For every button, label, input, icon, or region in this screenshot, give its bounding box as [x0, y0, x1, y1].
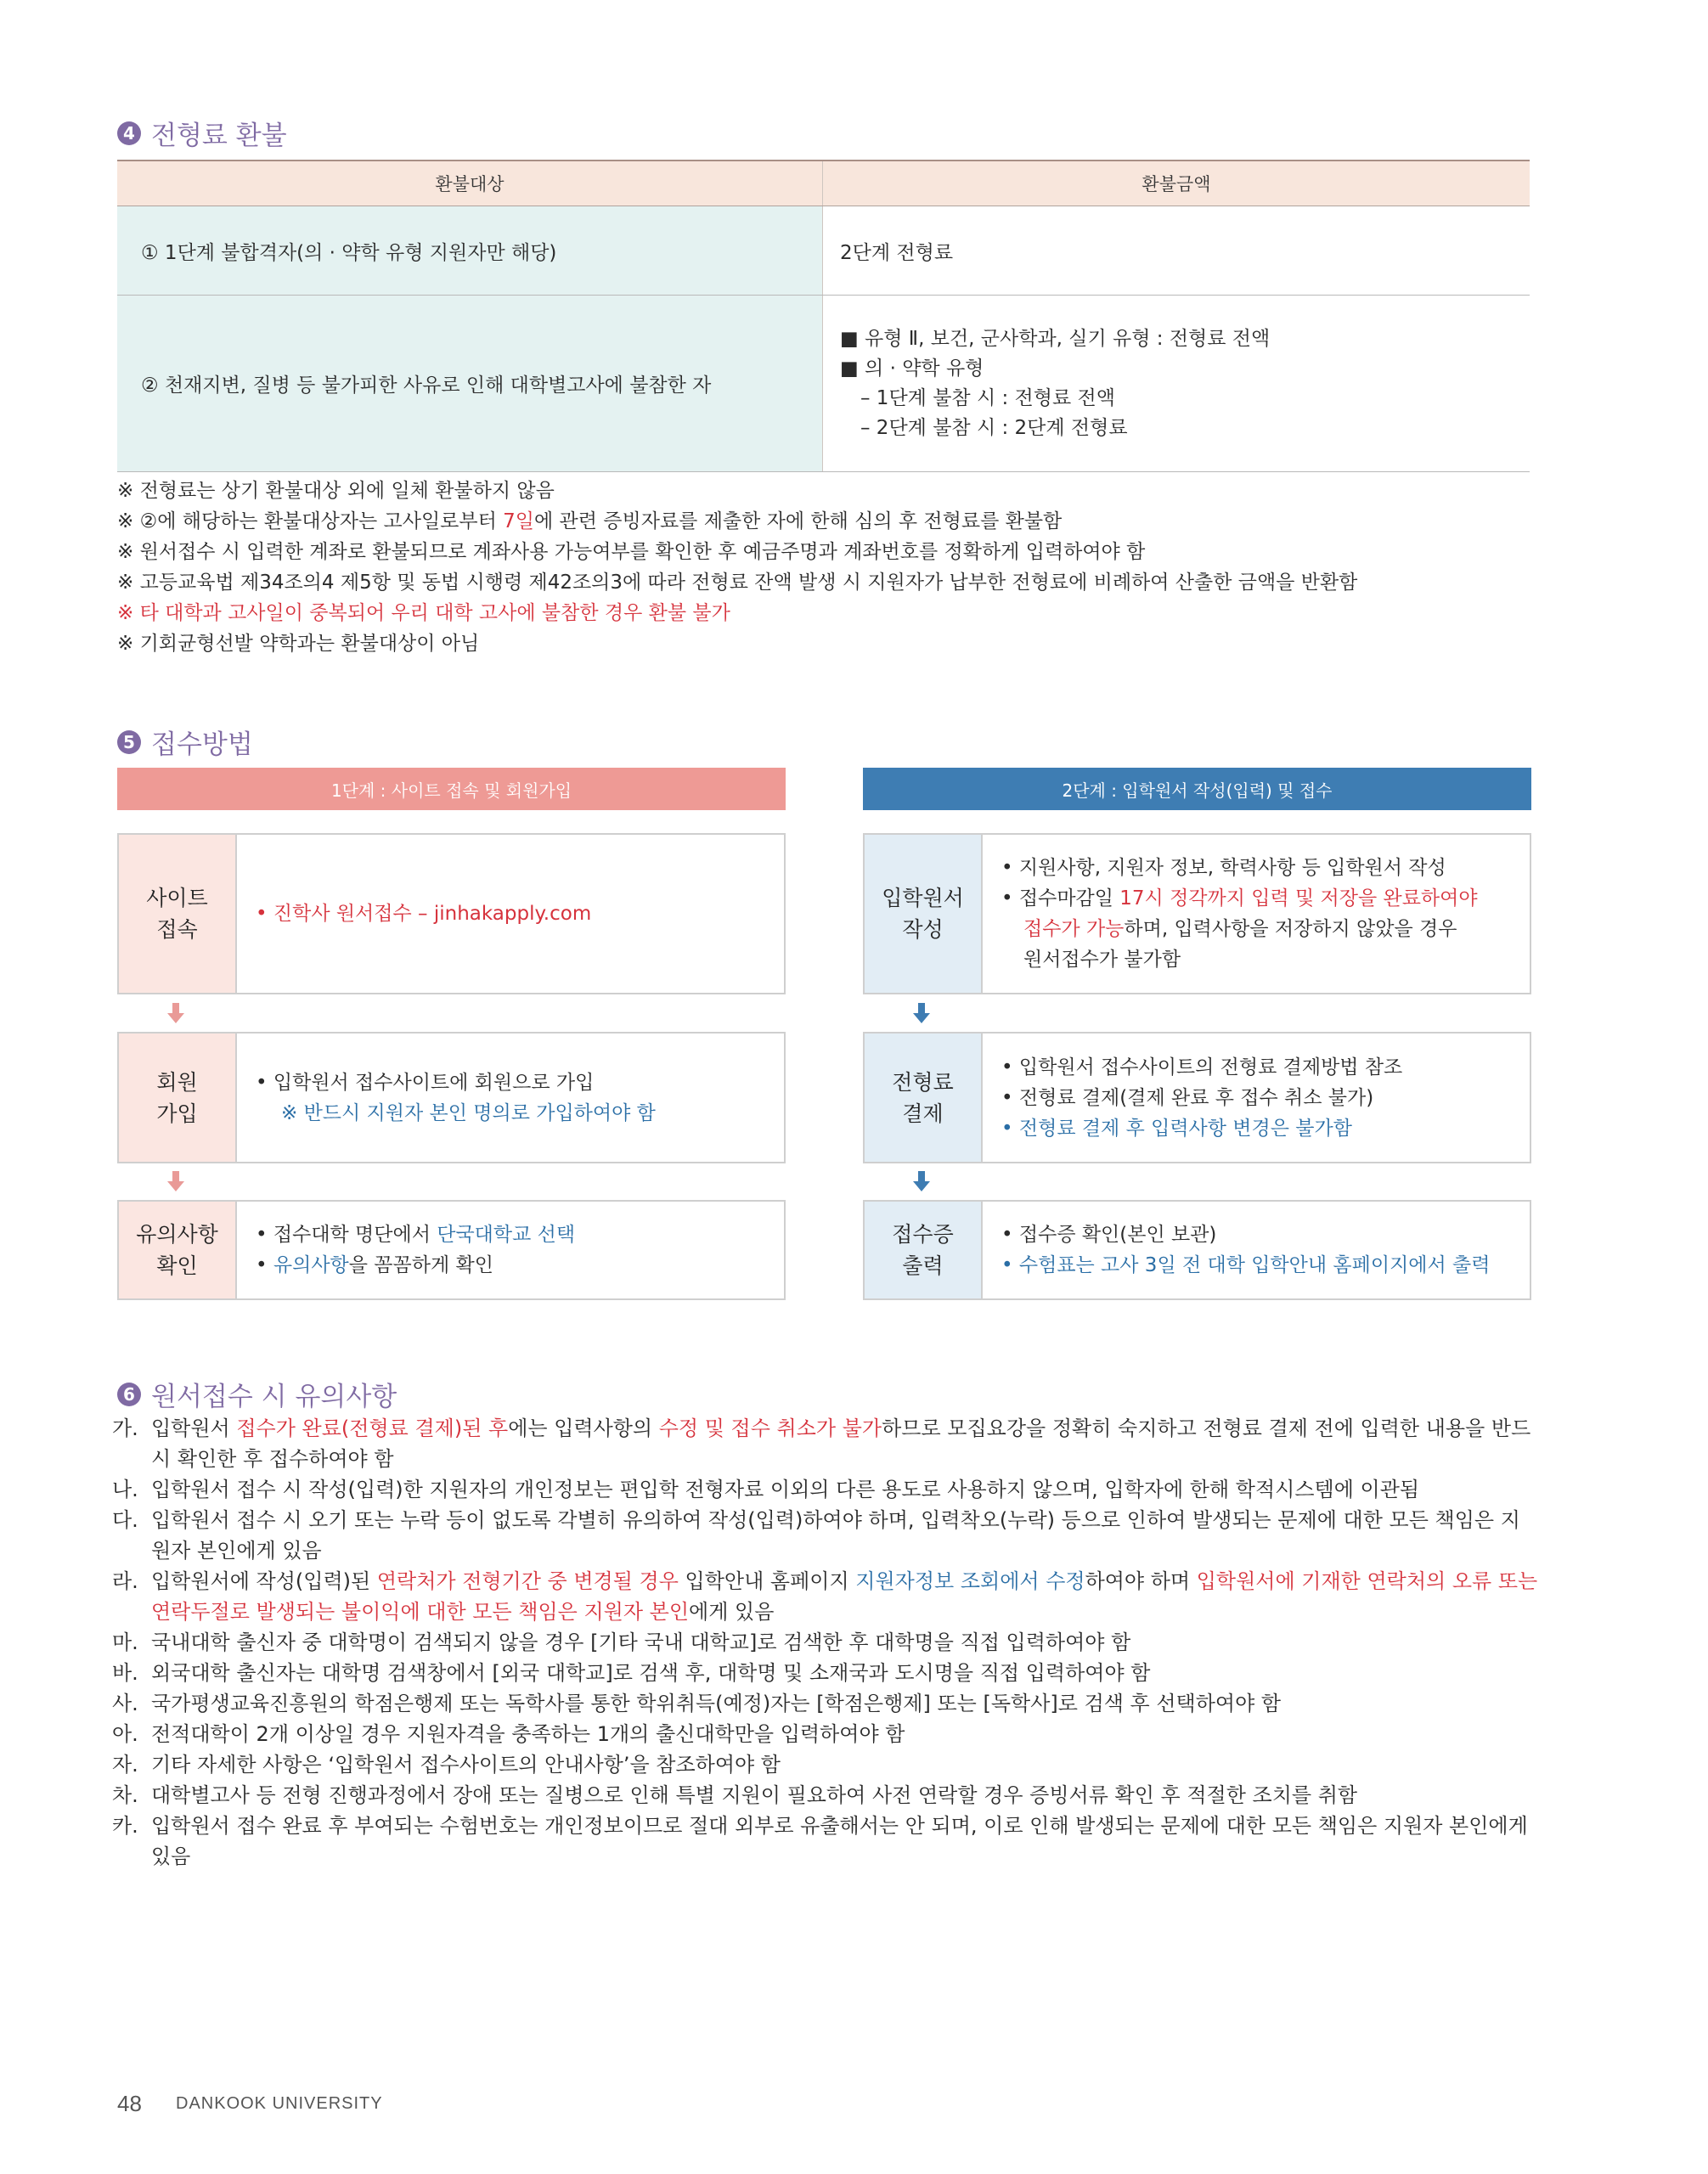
step-label-line: 출력: [902, 1253, 944, 1278]
caution-item: [112, 1719, 1539, 1749]
down-arrow-icon: [913, 1003, 930, 1023]
caution-marker: 아.: [112, 1722, 138, 1746]
refund-note: [117, 506, 1357, 537]
refund-amount-cell: [823, 296, 1530, 472]
step-text: • 접수마감일: [1001, 887, 1120, 910]
note-highlight: 7일: [503, 510, 535, 532]
refund-target-cell: ② 천재지변, 질병 등 불가피한 사유로 인해 대학별고사에 불참한 자: [117, 296, 823, 472]
caution-highlight: 입학원서에 기재한 연락처의 오류 또는 연락두절로 발생되는 불이익에 대한 모든 책임은 지원자 본인: [151, 1569, 1538, 1624]
caution-item: [112, 1413, 1539, 1474]
caution-list: [112, 1413, 1539, 1872]
refund-table-header-amount: 환불금액: [823, 161, 1530, 206]
step-label-line: 결제: [902, 1101, 944, 1126]
caution-span: 하여야 하며: [1085, 1569, 1197, 1593]
step-line: • 입학원서 접수사이트의 전형료 결제방법 참조: [1001, 1056, 1403, 1079]
step-content: [983, 835, 1530, 993]
step-label-line: 유의사항: [136, 1222, 218, 1247]
note-text: 에 관련 증빙자료를 제출한 자에 한해 심의 후 전형료를 환불함: [534, 510, 1063, 532]
caution-marker: 자.: [112, 1753, 138, 1777]
caution-text: 국가평생교육진흥원의 학점은행제 또는 독학사를 통한 학위취득(예정)자는 [학점은행제] 또는 [독학사]로 검색 후 선택하여야 함: [151, 1692, 1282, 1715]
step-line: 원서접수가 불가함: [1023, 949, 1181, 971]
caution-text: 입학원서 접수 완료 후 부여되는 수험번호는 개인정보이므로 절대 외부로 유출해서는 안 되며, 이로 인해 발생되는 문제에 대한 모든 책임은 지원자 본인에게 있음: [151, 1814, 1528, 1868]
caution-marker: 사.: [112, 1692, 138, 1715]
step-label-line: 사이트: [146, 886, 208, 910]
step-content: [237, 1033, 784, 1162]
step-label: [865, 1202, 983, 1298]
refund-table-row: [117, 296, 1530, 472]
refund-note: ※ 전형료는 상기 환불대상 외에 일체 환불하지 않음: [117, 480, 555, 502]
step-highlight: 유의사항: [273, 1254, 349, 1276]
step-content: [237, 1202, 784, 1298]
step-label-line: 회원: [156, 1069, 198, 1095]
step-fee-payment: [863, 1032, 1531, 1163]
section5-number-badge: 5: [117, 730, 141, 754]
down-arrow-icon: [913, 1171, 930, 1191]
step-line: • 입학원서 접수사이트에 회원으로 가입: [256, 1071, 595, 1094]
step-line: [256, 1219, 784, 1250]
step-line: [1001, 914, 1530, 944]
section6-title: [117, 1375, 397, 1413]
step-highlight: 단국대학교 선택: [437, 1224, 576, 1246]
refund-table: [117, 160, 1530, 472]
section4-number-badge: 4: [117, 121, 141, 145]
stage1-header: 1단계 : 사이트 접속 및 회원가입: [117, 768, 786, 810]
step-line: • 지원사항, 지원자 정보, 학력사항 등 입학원서 작성: [1001, 857, 1446, 879]
step-label: [865, 835, 983, 993]
caution-marker: 라.: [112, 1569, 138, 1593]
step-content: [983, 1033, 1530, 1162]
refund-amount-cell: 2단계 전형료: [823, 206, 1530, 296]
caution-item: [112, 1749, 1539, 1780]
step-check-notice: [117, 1200, 786, 1300]
caution-item: [112, 1474, 1539, 1505]
step-label: [865, 1033, 983, 1162]
caution-text: 국내대학 출신자 중 대학명이 검색되지 않을 경우 [기타 국내 대학교]로 검색한 후 대학명을 직접 입력하여야 함: [151, 1630, 1131, 1654]
step-label-line: 입학원서: [882, 886, 964, 910]
down-arrow-icon: [167, 1003, 184, 1023]
down-arrow-icon: [167, 1171, 184, 1191]
caution-marker: 가.: [112, 1416, 138, 1440]
caution-text: 입학원서 접수 시 오기 또는 누락 등이 없도록 각별히 유의하여 작성(입력)하여야 하며, 입력착오(누락) 등으로 인하여 발생되는 문제에 대한 모든 책임은 지원자 본인에게 있음: [151, 1508, 1520, 1563]
caution-item: [112, 1811, 1539, 1872]
step-member-join: [117, 1032, 786, 1163]
caution-span: 입학안내 홈페이지: [678, 1569, 856, 1593]
refund-note: ※ 원서접수 시 입력한 계좌로 환불되므로 계좌사용 가능여부를 확인한 후 예금주명과 계좌번호를 정확하게 입력하여야 함: [117, 541, 1146, 563]
refund-amount-line: ■ 유형 Ⅱ, 보건, 군사학과, 실기 유형 : 전형료 전액: [840, 327, 1271, 350]
step-highlight: 17시 정각까지 입력 및 저장을 완료하여야: [1119, 887, 1478, 910]
caution-marker: 다.: [112, 1508, 138, 1532]
caution-text: 전적대학이 2개 이상일 경우 지원자격을 충족하는 1개의 출신대학만을 입력하여야 함: [151, 1722, 905, 1746]
caution-text: [151, 1566, 1539, 1627]
step-line: ※ 반드시 지원자 본인 명의로 가입하여야 함: [281, 1101, 656, 1124]
step-content: [237, 835, 784, 993]
site-link-text[interactable]: • 진학사 원서접수 – jinhakapply.com: [256, 903, 592, 925]
step-site-access: [117, 833, 786, 994]
step-line: • 전형료 결제(결제 완료 후 접수 취소 불가): [1001, 1086, 1374, 1109]
section5-title: [117, 723, 253, 761]
caution-marker: 바.: [112, 1661, 138, 1685]
refund-amount-line: – 2단계 불참 시 : 2단계 전형료: [860, 416, 1128, 439]
caution-span: 입학원서에 작성(입력)된: [151, 1569, 377, 1593]
caution-marker: 마.: [112, 1630, 138, 1654]
caution-highlight: 연락처가 전형기간 중 변경될 경우: [376, 1569, 679, 1593]
caution-text: 기타 자세한 사항은 ‘입학원서 접수사이트의 안내사항’을 참조하여야 함: [151, 1753, 781, 1777]
refund-amount-line: – 1단계 불참 시 : 전형료 전액: [860, 386, 1115, 409]
caution-marker: 카.: [112, 1814, 138, 1838]
section5-title-text: 접수방법: [151, 729, 253, 760]
step-label-line: 확인: [156, 1253, 198, 1278]
caution-item: [112, 1780, 1539, 1811]
caution-span: 하므로 모집요강을 정확히 숙지하고 전형료 결제 전에 입력한 내용을 반드시 확인한 후 접수하여야 함: [151, 1416, 1531, 1471]
refund-note: ※ 타 대학과 고사일이 중복되어 우리 대학 고사에 불참한 경우 환불 불가: [117, 602, 730, 624]
caution-marker: 나.: [112, 1478, 138, 1501]
refund-table-row: [117, 206, 1530, 296]
section6-number-badge: 6: [117, 1383, 141, 1406]
caution-text: [151, 1413, 1539, 1474]
step-label-line: 접수증: [892, 1222, 954, 1247]
step-label-line: 가입: [156, 1101, 198, 1126]
caution-span: 에는 입력사항의: [508, 1416, 659, 1440]
step-text: • 접수대학 명단에서: [256, 1224, 437, 1246]
step-highlight: 접수가 가능: [1023, 918, 1125, 940]
refund-table-header-target: 환불대상: [117, 161, 823, 206]
section6-title-text: 원서접수 시 유의사항: [151, 1382, 397, 1412]
step-label-line: 접속: [156, 917, 198, 942]
caution-text: 입학원서 접수 시 작성(입력)한 지원자의 개인정보는 편입학 전형자료 이외의 다른 용도로 사용하지 않으며, 입학자에 한해 학적시스템에 이관됨: [151, 1478, 1420, 1501]
caution-highlight: 접수가 완료(전형료 결제)된 후: [236, 1416, 509, 1440]
caution-item: [112, 1688, 1539, 1719]
step-line: [1001, 883, 1530, 914]
step-application-write: [863, 833, 1531, 994]
step-receipt-print: [863, 1200, 1531, 1300]
step-label: [119, 1202, 237, 1298]
step-label-line: 작성: [902, 917, 944, 942]
caution-item: [112, 1505, 1539, 1566]
caution-text: 대학별고사 등 전형 진행과정에서 장애 또는 질병으로 인해 특별 지원이 필요하여 사전 연락할 경우 증빙서류 확인 후 적절한 조치를 취함: [151, 1783, 1358, 1807]
caution-span: 에게 있음: [689, 1600, 775, 1624]
caution-item: [112, 1627, 1539, 1658]
page-number: 48: [117, 2091, 142, 2116]
step-line: • 접수증 확인(본인 보관): [1001, 1224, 1217, 1246]
note-text: ※ ②에 해당하는 환불대상자는 고사일로부터: [117, 510, 504, 532]
section4-title: [117, 114, 287, 152]
step-text: 하며, 입력사항을 저장하지 않았을 경우: [1124, 918, 1457, 940]
caution-marker: 차.: [112, 1783, 138, 1807]
caution-highlight: 지원자정보 조회에서 수정: [855, 1569, 1085, 1593]
caution-span: 입학원서: [151, 1416, 237, 1440]
stage2-header: 2단계 : 입학원서 작성(입력) 및 접수: [863, 768, 1531, 810]
step-line: • 전형료 결제 후 입력사항 변경은 불가함: [1001, 1117, 1352, 1140]
footer-university: DANKOOK UNIVERSITY: [176, 2094, 383, 2113]
step-label: [119, 1033, 237, 1162]
refund-amount-line: ■ 의 · 약학 유형: [840, 357, 984, 380]
refund-target-cell: ① 1단계 불합격자(의 · 약학 유형 지원자만 해당): [117, 206, 823, 296]
step-text: 을 꼼꼼하게 확인: [348, 1254, 493, 1276]
step-text: •: [256, 1254, 273, 1276]
step-line: • 수험표는 고사 3일 전 대학 입학안내 홈페이지에서 출력: [1001, 1254, 1491, 1276]
caution-highlight: 수정 및 접수 취소가 불가: [658, 1416, 882, 1440]
step-label-line: 전형료: [892, 1069, 954, 1095]
step-label: [119, 835, 237, 993]
caution-item: [112, 1658, 1539, 1688]
step-line: [256, 1250, 784, 1281]
refund-note: ※ 기회균형선발 약학과는 환불대상이 아님: [117, 633, 480, 655]
section4-title-text: 전형료 환불: [151, 121, 287, 151]
caution-item: [112, 1566, 1539, 1627]
caution-text: 외국대학 출신자는 대학명 검색창에서 [외국 대학교]로 검색 후, 대학명 및 소재국과 도시명을 직접 입력하여야 함: [151, 1661, 1151, 1685]
refund-notes: [117, 476, 1357, 659]
step-content: [983, 1202, 1530, 1298]
refund-note: ※ 고등교육법 제34조의4 제5항 및 동법 시행령 제42조의3에 따라 전형료 잔액 발생 시 지원자가 납부한 전형료에 비례하여 산출한 금액을 반환함: [117, 572, 1358, 594]
